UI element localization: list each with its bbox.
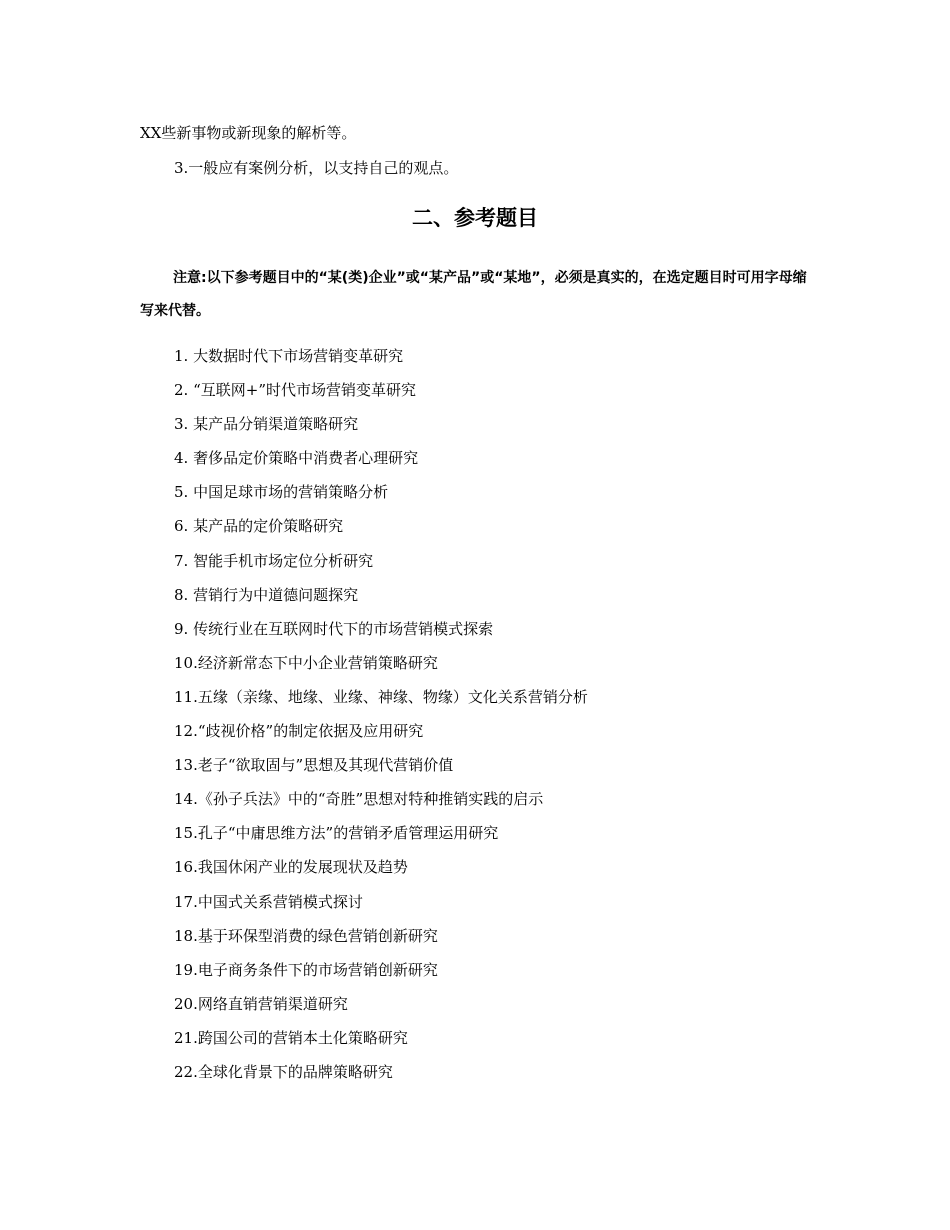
topic-item: 13.老子“欲取固与”思想及其现代营销价值 [174, 756, 454, 775]
topic-item: 6. 某产品的定价策略研究 [174, 517, 344, 536]
topic-item: 19.电子商务条件下的市场营销创新研究 [174, 960, 438, 979]
topic-item: 4. 奢侈品定价策略中消费者心理研究 [174, 449, 419, 468]
topic-item: 10.经济新常态下中小企业营销策略研究 [174, 653, 438, 672]
topic-item: 2. “互联网+”时代市场营销变革研究 [174, 381, 416, 400]
topic-item: 12.“歧视价格”的制定依据及应用研究 [174, 722, 424, 741]
section-note: 注意:以下参考题目中的“某(类)企业”或“某产品”或“某地”，必须是真实的，在选定题目时可用字母缩写来代替。 [140, 270, 807, 319]
topic-item: 8. 营销行为中道德问题探究 [174, 585, 359, 604]
topic-item: 22.全球化背景下的品牌策略研究 [174, 1062, 393, 1081]
topic-list [174, 345, 588, 1095]
section-heading: 二、参考题目 [412, 206, 538, 230]
topic-item: 14.《孙子兵法》中的“奇胜”思想对特种推销实践的启示 [174, 790, 544, 809]
topic-item: 15.孔子“中庸思维方法”的营销矛盾管理运用研究 [174, 824, 499, 843]
topic-item: 5. 中国足球市场的营销策略分析 [174, 483, 389, 502]
topic-item: 11.五缘（亲缘、地缘、业缘、神缘、物缘）文化关系营销分析 [174, 687, 588, 706]
intro-line-1: XX些新事物或新现象的解析等。 [140, 124, 357, 142]
topic-item: 16.我国休闲产业的发展现状及趋势 [174, 858, 408, 877]
topic-item: 17.中国式关系营销模式探讨 [174, 892, 363, 911]
topic-item: 20.网络直销营销渠道研究 [174, 994, 348, 1013]
topic-item: 9. 传统行业在互联网时代下的市场营销模式探索 [174, 619, 494, 638]
topic-item: 1. 大数据时代下市场营销变革研究 [174, 347, 404, 365]
topic-item: 21.跨国公司的营销本土化策略研究 [174, 1028, 408, 1047]
topic-item: 7. 智能手机市场定位分析研究 [174, 551, 374, 570]
intro-line-2: 3.一般应有案例分析，以支持自己的观点。 [174, 159, 459, 177]
topic-item: 3. 某产品分销渠道策略研究 [174, 415, 359, 434]
topic-item: 18.基于环保型消费的绿色营销创新研究 [174, 926, 438, 945]
